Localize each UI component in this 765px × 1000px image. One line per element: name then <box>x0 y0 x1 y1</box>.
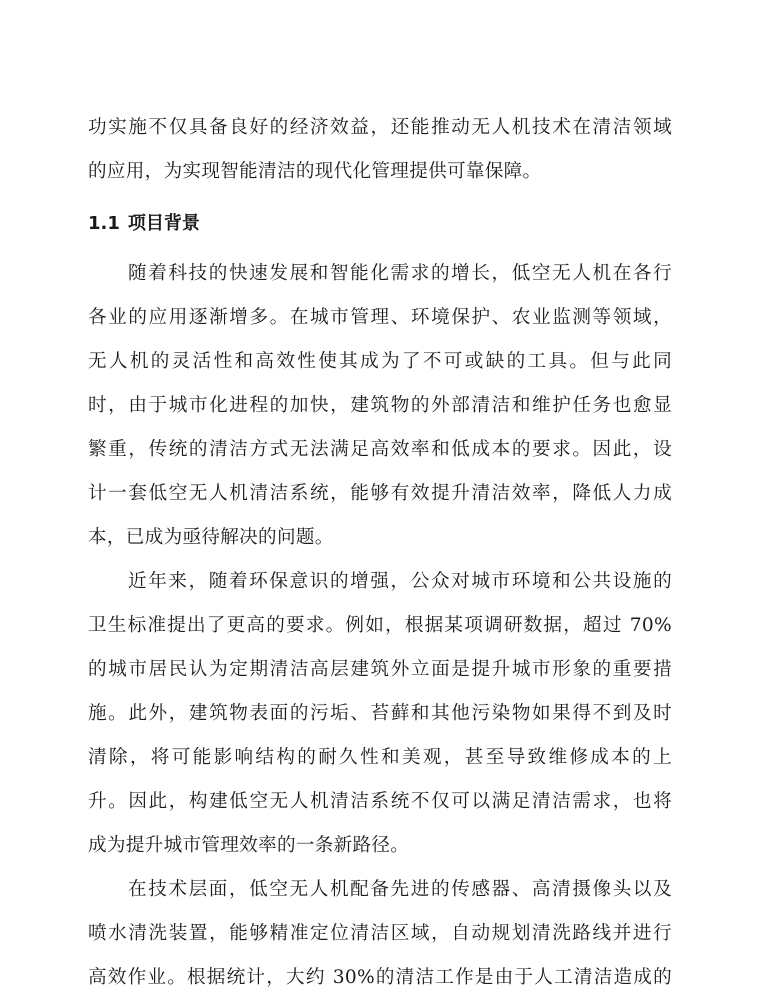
paragraph-line: 清除，将可能影响结构的耐久性和美观，甚至导致维修成本的上 <box>88 747 672 768</box>
paragraph-line: 的城市居民认为定期清洁高层建筑外立面是提升城市形象的重要措 <box>88 659 672 680</box>
paragraph-line: 施。此外，建筑物表面的污垢、苔藓和其他污染物如果得不到及时 <box>88 703 672 724</box>
paragraph-line: 卫生标准提出了更高的要求。例如，根据某项调研数据，超过 70% <box>88 615 672 636</box>
section-number: 1.1 <box>88 213 120 234</box>
intro-line: 功实施不仅具备良好的经济效益，还能推动无人机技术在清洁领域 <box>88 117 672 138</box>
paragraph-line: 成为提升城市管理效率的一条新路径。 <box>88 835 410 856</box>
paragraph-1 <box>88 252 672 560</box>
paragraph-line: 本，已成为亟待解决的问题。 <box>88 527 334 548</box>
paragraph-2 <box>88 560 672 868</box>
paragraph-line: 升。因此，构建低空无人机清洁系统不仅可以满足清洁需求，也将 <box>88 791 672 812</box>
paragraph-line: 喷水清洗装置，能够精准定位清洁区域，自动规划清洗路线并进行 <box>88 923 672 944</box>
paragraph-3 <box>88 868 672 1000</box>
section-heading <box>88 196 672 252</box>
intro-line: 的应用，为实现智能清洁的现代化管理提供可靠保障。 <box>88 161 542 182</box>
paragraph-line: 时，由于城市化进程的加快，建筑物的外部清洁和维护任务也愈显 <box>88 395 672 416</box>
paragraph-line: 繁重，传统的清洁方式无法满足高效率和低成本的要求。因此，设 <box>88 439 672 460</box>
paragraph-line: 无人机的灵活性和高效性使其成为了不可或缺的工具。但与此同 <box>88 351 672 372</box>
section-title: 项目背景 <box>127 213 200 234</box>
paragraph-line: 在技术层面，低空无人机配备先进的传感器、高清摄像头以及 <box>128 879 672 900</box>
paragraph-line: 高效作业。根据统计，大约 30%的清洁工作是由于人工清洁造成的 <box>88 967 672 988</box>
document-page <box>88 106 672 1000</box>
paragraph-line: 计一套低空无人机清洁系统，能够有效提升清洁效率，降低人力成 <box>88 483 672 504</box>
paragraph-line: 随着科技的快速发展和智能化需求的增长，低空无人机在各行 <box>128 263 672 284</box>
paragraph-line: 近年来，随着环保意识的增强，公众对城市环境和公共设施的 <box>128 571 672 592</box>
paragraph-line: 各业的应用逐渐增多。在城市管理、环境保护、农业监测等领域， <box>88 307 672 328</box>
